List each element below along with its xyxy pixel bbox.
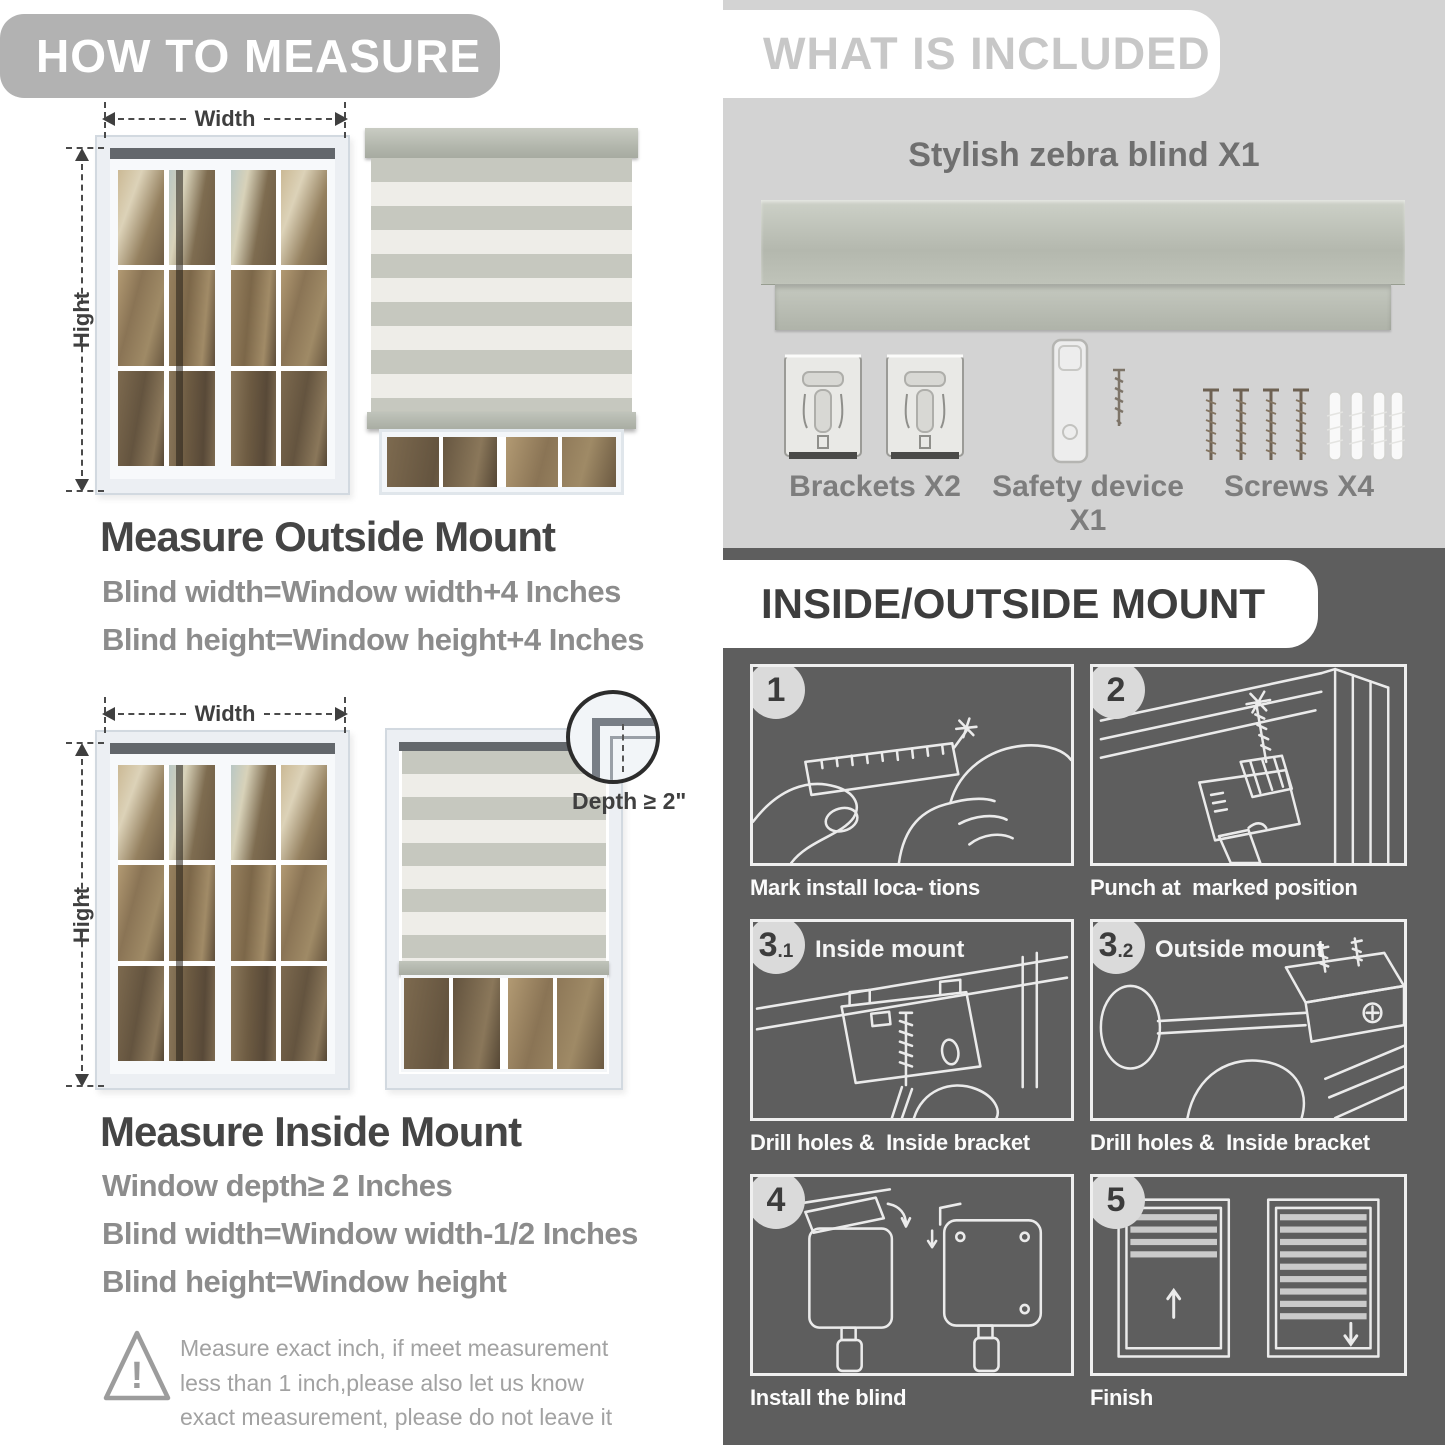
inside-mount-line-1: Window depth≥ 2 Inches xyxy=(102,1168,453,1203)
depth-label: Depth ≥ 2" xyxy=(572,788,687,814)
step-2-caption: Punch at marked position xyxy=(1090,875,1358,900)
window-illustration-outside xyxy=(95,135,350,495)
step-3-2-title: Outside mount xyxy=(1155,936,1325,963)
step-3-1-caption: Drill holes & Inside bracket xyxy=(750,1130,1030,1155)
outside-mount-line-2: Blind height=Window height+4 Inches xyxy=(102,622,644,657)
what-is-included-banner xyxy=(723,10,1220,98)
how-to-measure-banner xyxy=(0,14,500,98)
zebra-blind-outside-mount xyxy=(365,128,638,495)
window-sash-right xyxy=(223,754,336,1074)
step-4-caption: Install the blind xyxy=(750,1385,907,1410)
blind-bottom-rail xyxy=(367,412,636,429)
how-to-measure-title: HOW TO MEASURE xyxy=(36,30,482,82)
step-1-panel xyxy=(750,664,1074,866)
lamp-post-detail xyxy=(176,170,183,466)
screws-icon xyxy=(1193,382,1405,470)
blind-bottom-rail xyxy=(399,961,609,975)
window-sash-left xyxy=(110,754,223,1074)
width-measure-arrow xyxy=(102,701,348,727)
mount-steps-grid xyxy=(750,664,1407,1411)
step-3-2-badge: 3 .2 xyxy=(1090,919,1145,974)
what-is-included-section xyxy=(723,0,1445,548)
step-5 xyxy=(1090,1174,1407,1411)
warning-mark: ! xyxy=(130,1355,144,1397)
outside-mount-line-1: Blind width=Window width+4 Inches xyxy=(102,574,621,609)
window-sash-left xyxy=(110,159,223,479)
window-top-rail xyxy=(110,743,335,754)
window-sashes xyxy=(110,159,335,479)
height-label: Hight xyxy=(69,886,95,944)
window-below-blind xyxy=(401,975,607,1072)
warning-icon xyxy=(100,1326,174,1406)
step-1-caption: Mark install loca- tions xyxy=(750,875,980,900)
window-below-blind xyxy=(379,429,624,495)
step-3-1-panel xyxy=(750,919,1074,1121)
step-3-2 xyxy=(1090,919,1407,1156)
window-sashes xyxy=(110,754,335,1074)
step-1-badge: 1 xyxy=(750,664,805,719)
inside-outside-mount-title: INSIDE/OUTSIDE MOUNT xyxy=(761,580,1266,627)
inside-mount-line-2: Blind width=Window width-1/2 Inches xyxy=(102,1216,638,1251)
magnifier-icon xyxy=(566,690,660,784)
safety-device-label: Safety device X1 xyxy=(992,470,1184,537)
blind-headrail-product-lower xyxy=(775,284,1391,330)
step-2-panel xyxy=(1090,664,1407,866)
step-3-1-title: Inside mount xyxy=(815,936,965,963)
warning-text: Measure exact inch, if meet measurement less than 1 inch,please also let us know exact measurement, please do not leave it xyxy=(180,1335,613,1430)
window-sash-right xyxy=(223,159,336,479)
zebra-blind-inside-mount xyxy=(385,728,623,1090)
step-2-badge: 2 xyxy=(1090,664,1145,719)
inside-mount-line-3: Blind height=Window height xyxy=(102,1264,507,1299)
height-measure-arrow xyxy=(70,148,94,492)
step-2 xyxy=(1090,664,1407,901)
lamp-post-detail xyxy=(176,765,183,1061)
step-3-2-caption: Drill holes & Inside bracket xyxy=(1090,1130,1370,1155)
height-label: Hight xyxy=(69,291,95,349)
blind-headrail-product xyxy=(761,200,1405,284)
what-is-included-title: WHAT IS INCLUDED xyxy=(763,28,1211,79)
screws-label: Screws X4 xyxy=(1223,470,1375,503)
outside-mount-heading: Measure Outside Mount xyxy=(100,513,556,560)
width-label: Width xyxy=(194,106,256,131)
arrow-right-icon xyxy=(335,112,348,126)
mount-steps-section xyxy=(723,548,1445,1445)
inside-mount-heading: Measure Inside Mount xyxy=(100,1108,522,1155)
window-top-rail xyxy=(110,148,335,159)
arrow-up-icon xyxy=(75,743,89,756)
arrow-up-icon xyxy=(75,148,89,161)
step-3-1 xyxy=(750,919,1074,1156)
step-5-panel xyxy=(1090,1174,1407,1376)
blind-shade-stripes xyxy=(402,751,606,961)
step-5-caption: Finish xyxy=(1090,1385,1153,1410)
width-measure-arrow xyxy=(102,106,348,132)
step-1 xyxy=(750,664,1074,901)
step-4-panel xyxy=(750,1174,1074,1376)
step-3-1-badge: 3 .1 xyxy=(750,919,805,974)
safety-device-icon xyxy=(1023,336,1153,468)
arrow-right-icon xyxy=(335,707,348,721)
blind-shade-stripes xyxy=(371,158,632,412)
step-3-2-panel xyxy=(1090,919,1407,1121)
brackets-icon xyxy=(775,348,975,466)
inside-outside-mount-banner xyxy=(723,560,1318,648)
width-label: Width xyxy=(194,701,256,726)
window-illustration-inside xyxy=(95,730,350,1090)
step-4 xyxy=(750,1174,1074,1411)
blind-headrail xyxy=(365,128,638,158)
brackets-label: Brackets X2 xyxy=(789,470,961,503)
step-5-badge: 5 xyxy=(1090,1174,1145,1229)
step-4-badge: 4 xyxy=(750,1174,805,1229)
product-title: Stylish zebra blind X1 xyxy=(908,136,1260,174)
height-measure-arrow xyxy=(70,743,94,1087)
